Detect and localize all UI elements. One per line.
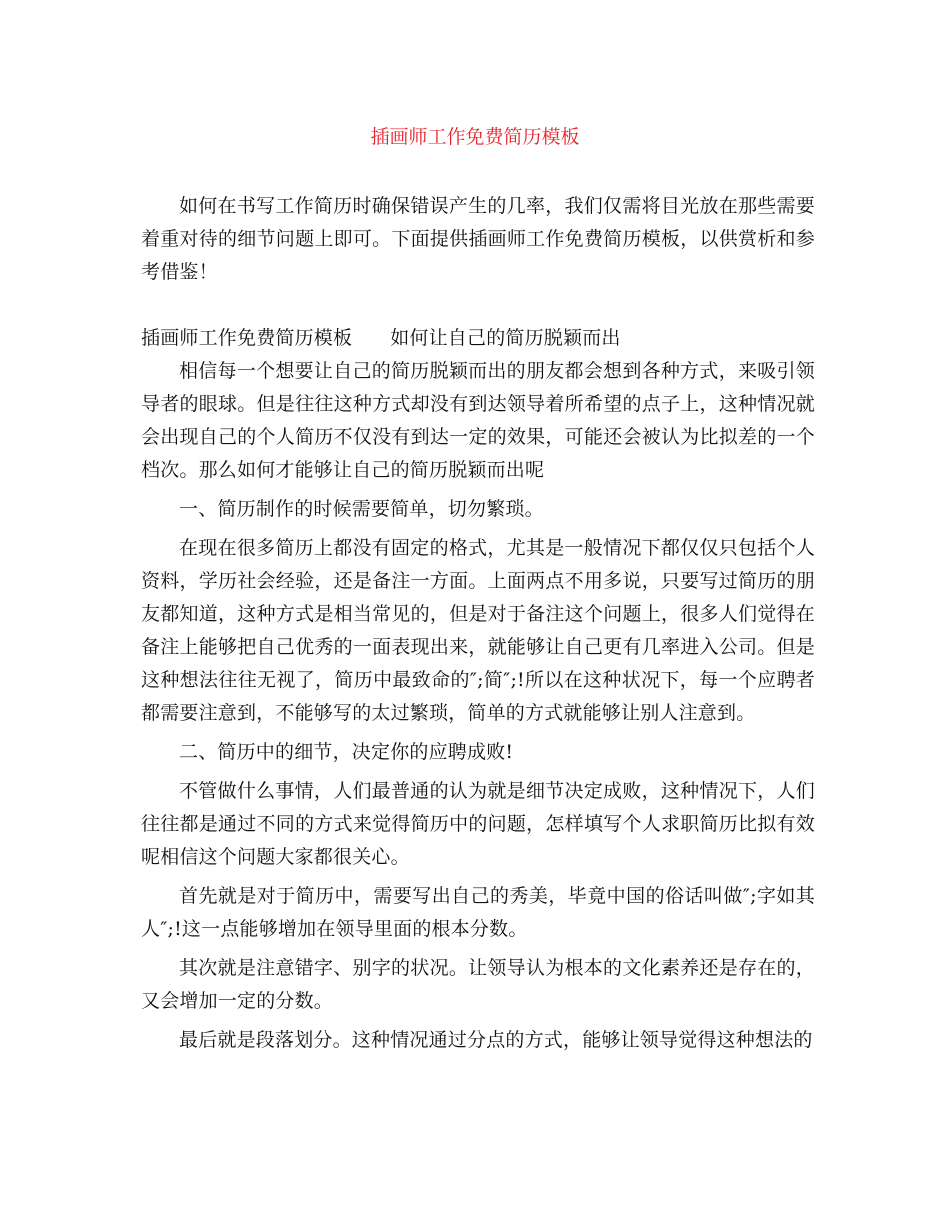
- spacer: [141, 289, 815, 322]
- heading-left: 插画师工作免费简历模板: [141, 327, 353, 349]
- body-paragraph: 最后就是段落划分。这种情况通过分点的方式，能够让领导觉得这种想法的: [179, 1029, 813, 1051]
- heading-right: 如何让自己的简历脱颖而出: [390, 327, 621, 349]
- document-body: [141, 190, 815, 1057]
- body-paragraph: 二、简历中的细节，决定你的应聘成败!: [179, 741, 514, 763]
- body-paragraph: 一、简历制作的时候需要简单，切勿繁琐。: [179, 498, 544, 520]
- body-paragraph: 首先就是对于简历中，需要写出自己的秀美，毕竟中国的俗话叫做″;字如其人″;!这一点能够增加在领导里面的根本分数。: [141, 885, 815, 940]
- body-paragraph: 在现在很多简历上都没有固定的格式，尤其是一般情况下都仅仅只包括个人资料，学历社会经验，还是备注一方面。上面两点不用多说，只要写过简历的朋友都知道，这种方式是相当常见的，但是对于备注这个问题上，很多人们觉得在备注上能够把自己优秀的一面表现出来，就能够让自己更有几率进入公司。但是这种想法往往无视了，简历中最致命的″;简″;!所以在这种状况下，每一个应聘者都需要注意到，不能够写的太过繁琐，简单的方式就能够让别人注意到。: [141, 537, 815, 724]
- intro-paragraph: 如何在书写工作简历时确保错误产生的几率，我们仅需将目光放在那些需要着重对待的细节问题上即可。下面提供插画师工作免费简历模板，以供赏析和参考借鉴！: [141, 195, 815, 283]
- body-paragraph: 相信每一个想要让自己的简历脱颖而出的朋友都会想到各种方式，来吸引领导者的眼球。但是往往这种方式却没有到达领导着所希望的点子上，这种情况就会出现自己的个人简历不仅没有到达一定的效果，可能还会被认为比拟差的一个档次。那么如何才能够让自己的简历脱颖而出呢: [141, 360, 815, 481]
- body-paragraph: 不管做什么事情，人们最普通的认为就是细节决定成败，这种情况下，人们往往都是通过不同的方式来觉得简历中的问题，怎样填写个人求职简历比拟有效呢相信这个问题大家都很关心。: [141, 780, 815, 868]
- section-heading: [141, 322, 815, 355]
- body-paragraph: 其次就是注意错字、别字的状况。让领导认为根本的文化素养还是存在的，又会增加一定的分数。: [141, 957, 815, 1012]
- document-title: 插画师工作免费简历模板: [370, 126, 580, 148]
